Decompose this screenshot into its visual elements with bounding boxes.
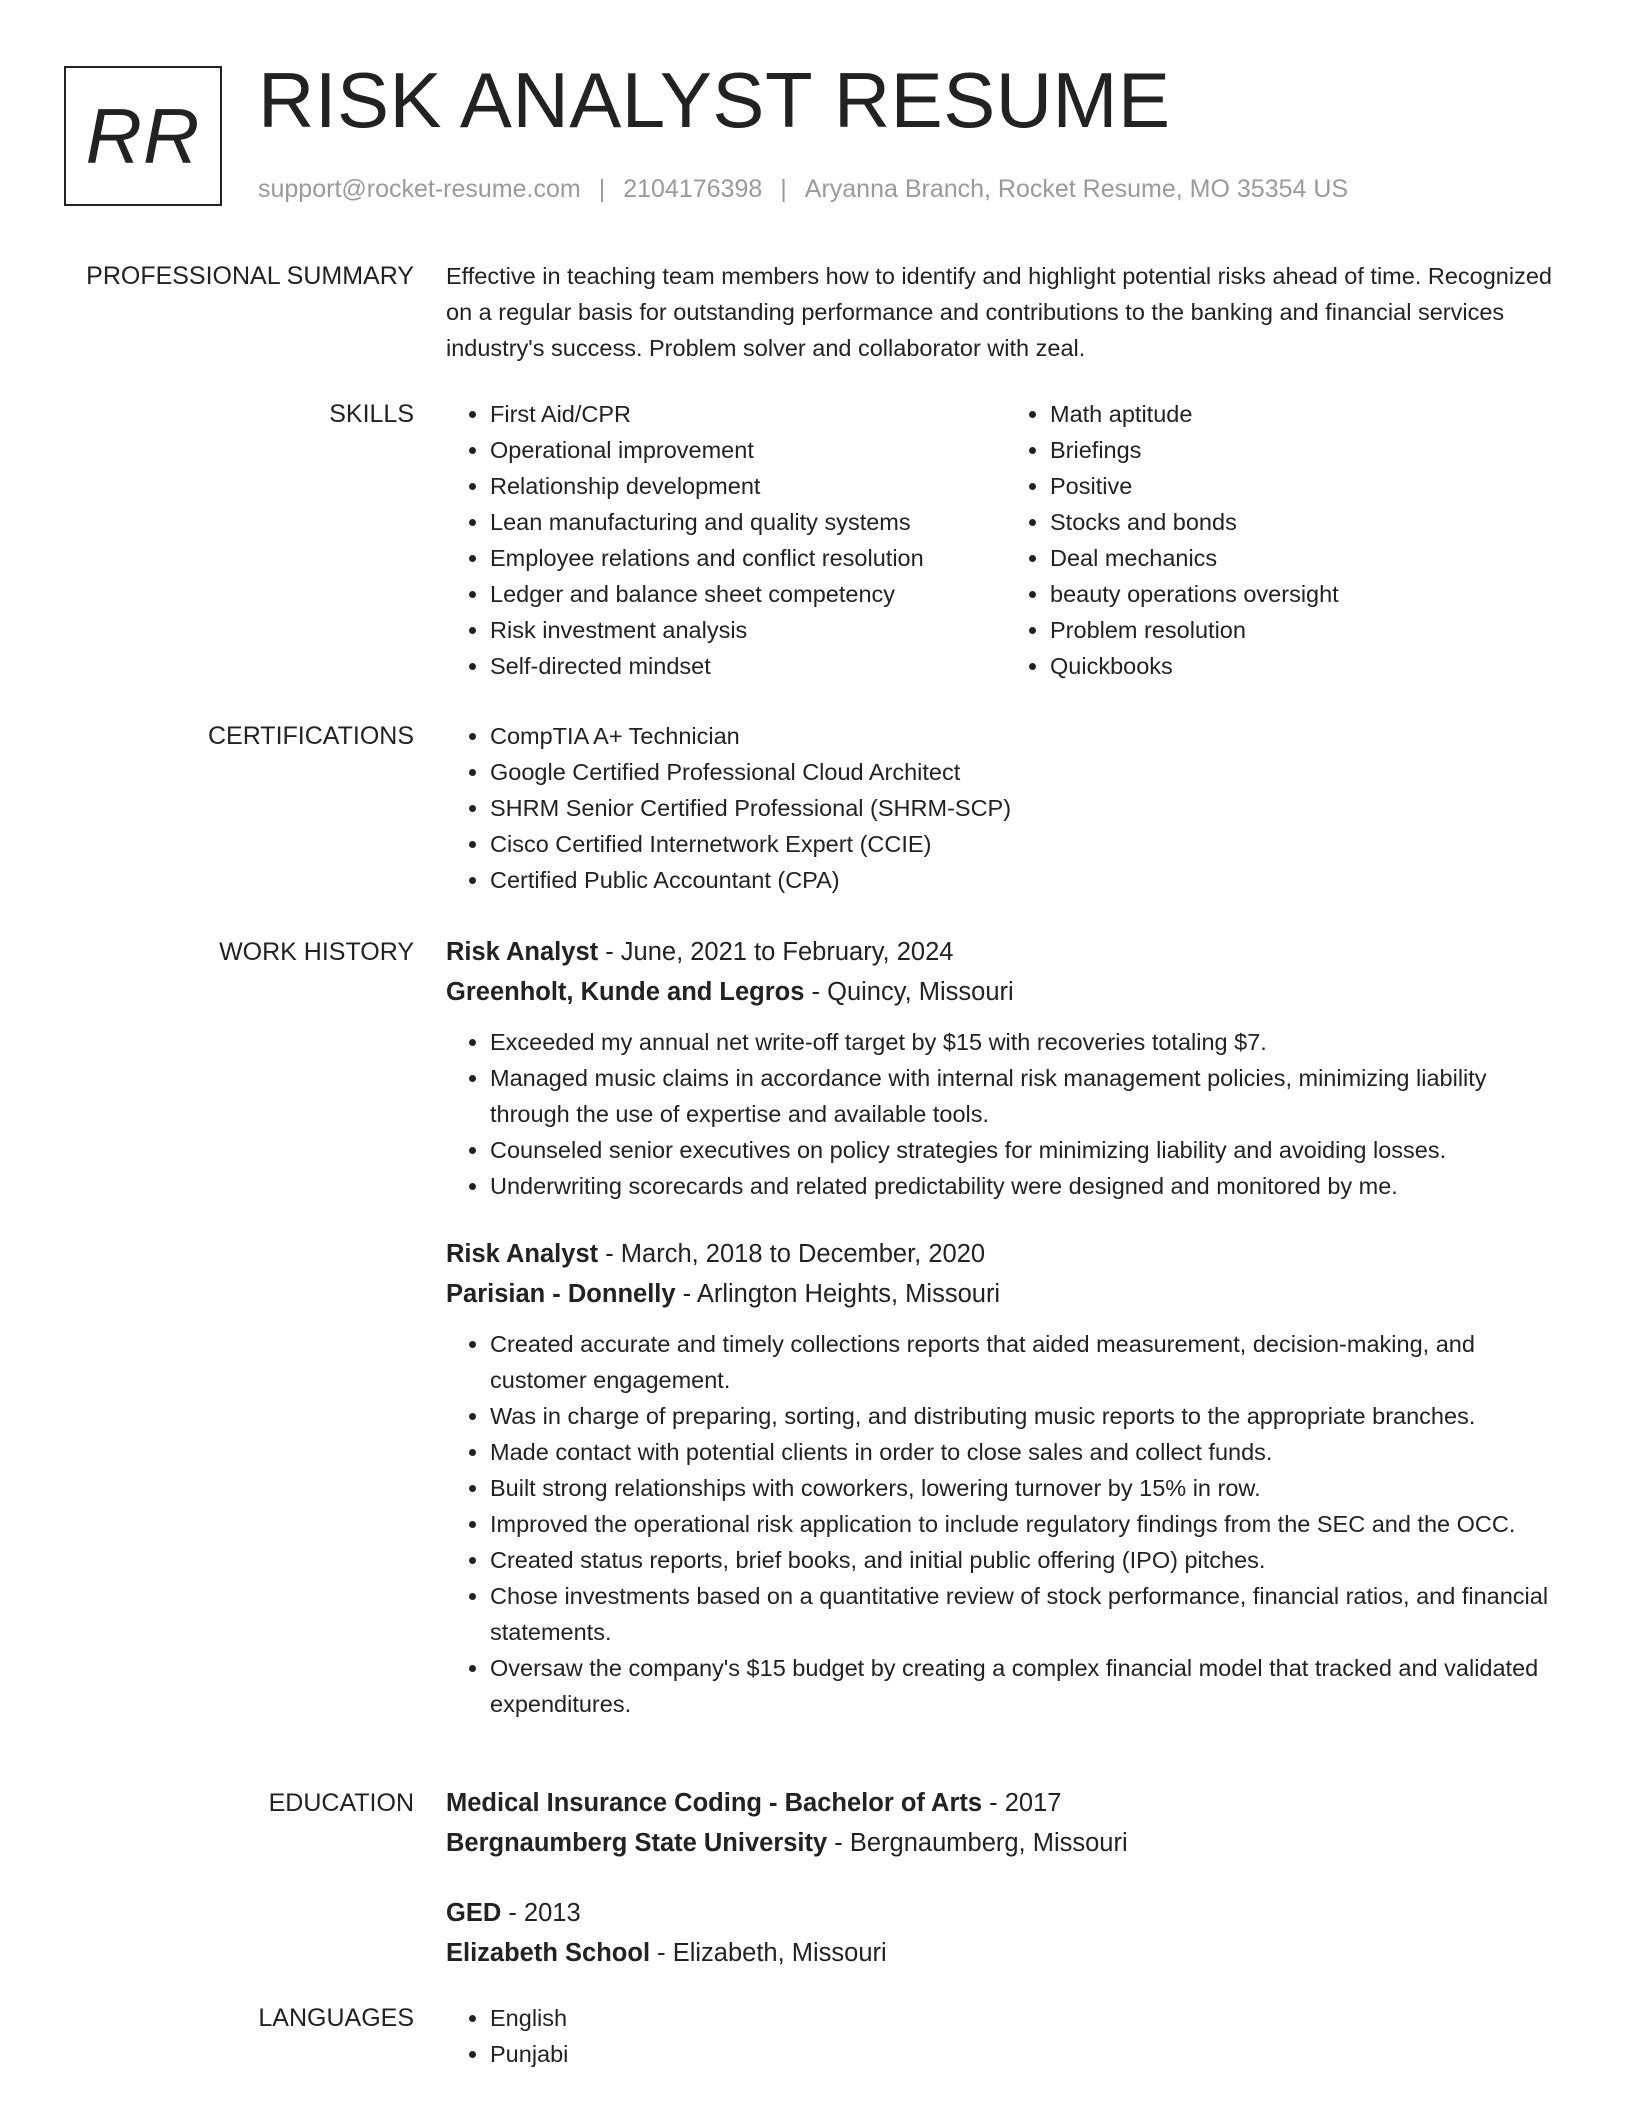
list-item: • Google Certified Professional Cloud Architect — [490, 754, 1566, 790]
list-item: • Employee relations and conflict resolution — [490, 540, 1006, 576]
list-item: • Managed music claims in accordance with internal risk management policies, minimizing liability through the use of expertise and available tools. — [490, 1060, 1566, 1132]
job-title: Risk Analyst — [446, 938, 599, 966]
certifications-body — [446, 718, 1566, 898]
job-entry — [446, 1234, 1566, 1722]
list-item: • Exceeded my annual net write-off target by $15 with recoveries totaling $7. — [490, 1024, 1566, 1060]
list-item: • Cisco Certified Internetwork Expert (CCIE) — [490, 826, 1566, 862]
education-school-line — [446, 1823, 1566, 1863]
education-school: Bergnaumberg State University — [446, 1829, 828, 1857]
list-item: • Created status reports, brief books, and initial public offering (IPO) pitches. — [490, 1542, 1566, 1578]
list-item: • Chose investments based on a quantitative review of stock performance, financial ratios, and financial statements. — [490, 1578, 1566, 1650]
work-history-body — [446, 932, 1566, 1722]
list-item: • SHRM Senior Certified Professional (SHRM-SCP) — [490, 790, 1566, 826]
list-item: • Quickbooks — [1050, 648, 1566, 684]
list-item: • Math aptitude — [1050, 396, 1566, 432]
job-company: Parisian - Donnelly — [446, 1280, 676, 1308]
contact-separator: | — [780, 175, 787, 203]
job-bullets — [446, 1024, 1566, 1204]
languages-list — [446, 2000, 1566, 2072]
education-entry — [446, 1783, 1566, 1863]
certifications-list — [446, 718, 1566, 898]
list-item: • Risk investment analysis — [490, 612, 1006, 648]
monogram-badge — [64, 66, 222, 206]
skills-columns — [446, 396, 1566, 684]
education-degree-line — [446, 1783, 1566, 1823]
education-degree: Medical Insurance Coding - Bachelor of Arts — [446, 1789, 983, 1817]
contact-separator: | — [598, 175, 606, 203]
list-item: • Briefings — [1050, 432, 1566, 468]
education-entry — [446, 1893, 1566, 1973]
list-item: • Oversaw the company's $15 budget by creating a complex financial model that tracked and validated expenditures. — [490, 1650, 1566, 1722]
contact-email[interactable]: support@rocket-resume.com — [258, 175, 581, 203]
job-location: - Arlington Heights, Missouri — [675, 1280, 1001, 1308]
job-company: Greenholt, Kunde and Legros — [446, 978, 805, 1006]
list-item: • Was in charge of preparing, sorting, and distributing music reports to the appropriate branches. — [490, 1398, 1566, 1434]
job-company-line — [446, 1274, 1566, 1314]
education-location: - Elizabeth, Missouri — [650, 1939, 887, 1967]
list-item: • First Aid/CPR — [490, 396, 1006, 432]
skills-list-left — [446, 396, 1006, 684]
list-item: • Created accurate and timely collections reports that aided measurement, decision-making, and customer engagement. — [490, 1326, 1566, 1398]
list-item: • Certified Public Accountant (CPA) — [490, 862, 1566, 898]
languages-body — [446, 2000, 1566, 2072]
education-degree: GED — [446, 1899, 502, 1927]
list-item: • beauty operations oversight — [1050, 576, 1566, 612]
education-degree-line — [446, 1893, 1566, 1933]
job-location: - Quincy, Missouri — [804, 978, 1014, 1006]
section-label-education: EDUCATION — [268, 1789, 414, 1817]
education-year: - 2013 — [501, 1899, 581, 1927]
monogram-initials: RR — [85, 91, 201, 180]
list-item: • Underwriting scorecards and related predictability were designed and monitored by me. — [490, 1168, 1566, 1204]
contact-phone[interactable]: 2104176398 — [623, 175, 763, 203]
section-label-skills: SKILLS — [329, 400, 414, 428]
education-school: Elizabeth School — [446, 1939, 651, 1967]
job-title-line — [446, 1234, 1566, 1274]
contact-address: Aryanna Branch, Rocket Resume, MO 35354 US — [804, 175, 1349, 203]
section-label-summary: PROFESSIONAL SUMMARY — [86, 262, 414, 290]
contact-line — [258, 175, 1348, 204]
education-school-line — [446, 1933, 1566, 1973]
education-year: - 2017 — [982, 1789, 1062, 1817]
job-title: Risk Analyst — [446, 1240, 599, 1268]
job-company-line — [446, 972, 1566, 1012]
list-item: • English — [490, 2000, 1566, 2036]
list-item: • Counseled senior executives on policy strategies for minimizing liability and avoiding losses. — [490, 1132, 1566, 1168]
list-item: • Lean manufacturing and quality systems — [490, 504, 1006, 540]
job-dates: - June, 2021 to February, 2024 — [598, 938, 954, 966]
job-bullets — [446, 1326, 1566, 1722]
list-item: • Improved the operational risk application to include regulatory findings from the SEC and the OCC. — [490, 1506, 1566, 1542]
job-entry — [446, 932, 1566, 1204]
section-label-certifications: CERTIFICATIONS — [207, 722, 414, 750]
list-item: • Stocks and bonds — [1050, 504, 1566, 540]
list-item: • Ledger and balance sheet competency — [490, 576, 1006, 612]
education-location: - Bergnaumberg, Missouri — [827, 1829, 1128, 1857]
job-dates: - March, 2018 to December, 2020 — [598, 1240, 986, 1268]
skills-list-right — [1006, 396, 1566, 684]
list-item: • Problem resolution — [1050, 612, 1566, 648]
list-item: • Made contact with potential clients in order to close sales and collect funds. — [490, 1434, 1566, 1470]
list-item: • Built strong relationships with coworkers, lowering turnover by 15% in row. — [490, 1470, 1566, 1506]
list-item: • Relationship development — [490, 468, 1006, 504]
section-label-languages: LANGUAGES — [258, 2004, 414, 2032]
list-item: • Self-directed mindset — [490, 648, 1006, 684]
list-item: • Operational improvement — [490, 432, 1006, 468]
list-item: • Punjabi — [490, 2036, 1566, 2072]
job-title-line — [446, 932, 1566, 972]
summary-text: Effective in teaching team members how to identify and highlight potential risks ahead of time. Recognized on a regular basis for outstanding performance and contributions to the banking and financial services industry's success. Problem solver and collaborator with zeal. — [446, 263, 1552, 361]
section-label-work-history: WORK HISTORY — [219, 938, 414, 966]
list-item: • CompTIA A+ Technician — [490, 718, 1566, 754]
list-item: • Deal mechanics — [1050, 540, 1566, 576]
list-item: • Positive — [1050, 468, 1566, 504]
resume-title: RISK ANALYST RESUME — [258, 56, 1171, 144]
education-body — [446, 1783, 1566, 1973]
